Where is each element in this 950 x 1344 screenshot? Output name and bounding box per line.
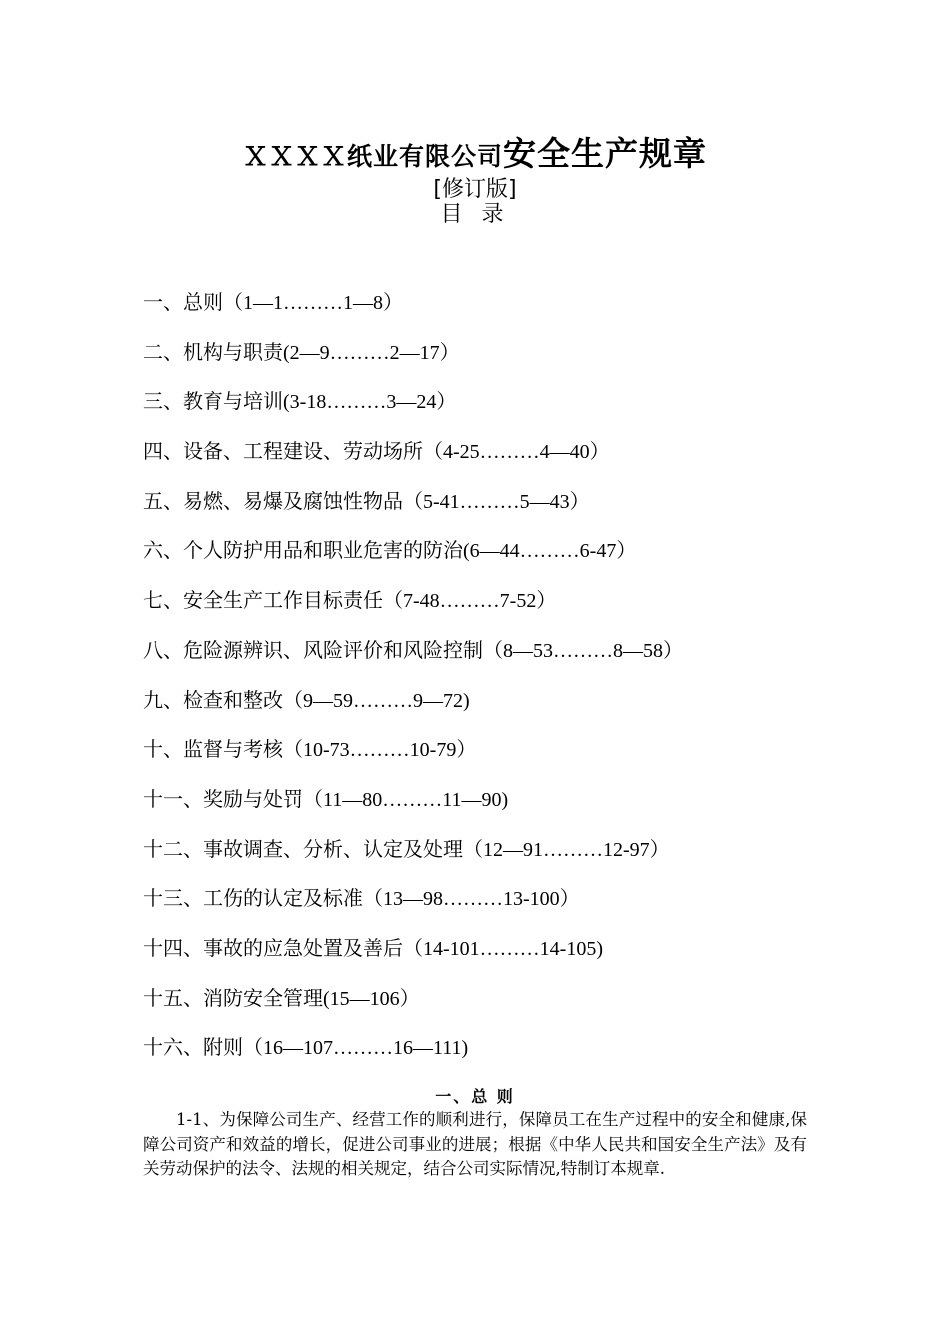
toc-item-label: 十一、奖励与处罚 bbox=[143, 786, 303, 811]
toc-item-label: 十五、消防安全管理 bbox=[143, 985, 323, 1010]
revision-label: [修订版] bbox=[433, 177, 517, 202]
toc-item-pages: （1—1………1—8） bbox=[223, 292, 403, 314]
toc-item-label: 四、设备、工程建设、劳动场所 bbox=[143, 439, 423, 464]
toc-item-pages: （4-25………4—40） bbox=[423, 441, 610, 464]
toc-item-pages: （13—98………13-100） bbox=[363, 888, 580, 911]
toc-item-responsibility bbox=[143, 584, 823, 634]
toc-item-label: 十六、附则 bbox=[143, 1035, 243, 1060]
toc-item-pages: （14-101………14-105) bbox=[403, 937, 603, 960]
toc-item-supervision bbox=[143, 733, 823, 783]
company-name: ＸＸＸＸ纸业有限公司 bbox=[242, 142, 503, 171]
toc-item-education bbox=[143, 385, 823, 435]
toc-item-label: 十、监督与考核 bbox=[143, 737, 283, 762]
toc-item-hazardous-materials bbox=[143, 485, 823, 535]
toc-item-label: 九、检查和整改 bbox=[143, 687, 283, 712]
toc-item-pages: （5-41………5—43） bbox=[403, 490, 590, 513]
toc-item-pages: （9—59………9—72) bbox=[283, 689, 470, 712]
toc-item-risk-control bbox=[143, 634, 823, 684]
toc-item-label: 七、安全生产工作目标责任 bbox=[143, 588, 383, 613]
toc-item-pages: （11—80………11—90) bbox=[303, 788, 509, 811]
regulation-title: 安全生产规章 bbox=[503, 134, 707, 173]
toc-item-label: 八、危险源辨识、风险评价和风险控制 bbox=[143, 637, 483, 662]
toc-item-fire-safety bbox=[143, 982, 823, 1032]
toc-item-pages: (6—44………6-47） bbox=[463, 540, 637, 563]
toc-item-appendix bbox=[143, 1031, 823, 1081]
section-heading: 一、总 则 bbox=[435, 1087, 515, 1106]
toc-item-general bbox=[143, 286, 823, 336]
table-of-contents bbox=[143, 286, 823, 1081]
toc-item-pages: （8—53………8—58） bbox=[483, 639, 683, 662]
toc-item-label: 六、个人防护用品和职业危害的防治 bbox=[143, 538, 463, 563]
toc-item-equipment bbox=[143, 435, 823, 485]
toc-item-pages: （10-73………10-79） bbox=[283, 739, 477, 762]
toc-item-inspection bbox=[143, 684, 823, 734]
toc-item-pages: （7-48………7-52） bbox=[383, 590, 557, 613]
toc-item-rewards bbox=[143, 783, 823, 833]
toc-item-label: 二、机构与职责 bbox=[143, 339, 283, 364]
toc-item-pages: (2—9………2—17） bbox=[283, 341, 460, 364]
toc-item-pages: (15—106） bbox=[323, 987, 420, 1010]
toc-item-accident-investigation bbox=[143, 833, 823, 883]
toc-item-label: 一、总则 bbox=[143, 290, 223, 314]
toc-item-label: 十二、事故调查、分析、认定及处理 bbox=[143, 836, 463, 861]
toc-item-label: 三、教育与培训 bbox=[143, 389, 283, 414]
toc-heading: 目 录 bbox=[440, 202, 510, 227]
toc-item-pages: (3-18………3—24） bbox=[283, 391, 457, 414]
toc-item-label: 十三、工伤的认定及标准 bbox=[143, 886, 363, 911]
toc-item-pages: （12—91………12-97） bbox=[463, 838, 670, 861]
toc-item-work-injury bbox=[143, 882, 823, 932]
toc-item-emergency bbox=[143, 932, 823, 982]
toc-item-pages: （16—107………16—111) bbox=[243, 1037, 469, 1060]
toc-item-organization bbox=[143, 336, 823, 386]
toc-item-label: 五、易燃、易爆及腐蚀性物品 bbox=[143, 488, 403, 513]
section-paragraph: 1-1、为保障公司生产、经营工作的顺利进行，保障员工在生产过程中的安全和健康,保障公司资产和效益的增长，促进公司事业的进展；根据《中华人民共和国安全生产法》及有关劳动保护的法令、法规的相关规定，结合公司实际情况,特制订本规章. bbox=[143, 1110, 807, 1178]
toc-item-label: 十四、事故的应急处置及善后 bbox=[143, 935, 403, 960]
toc-item-protection bbox=[143, 534, 823, 584]
document-title bbox=[0, 128, 950, 175]
